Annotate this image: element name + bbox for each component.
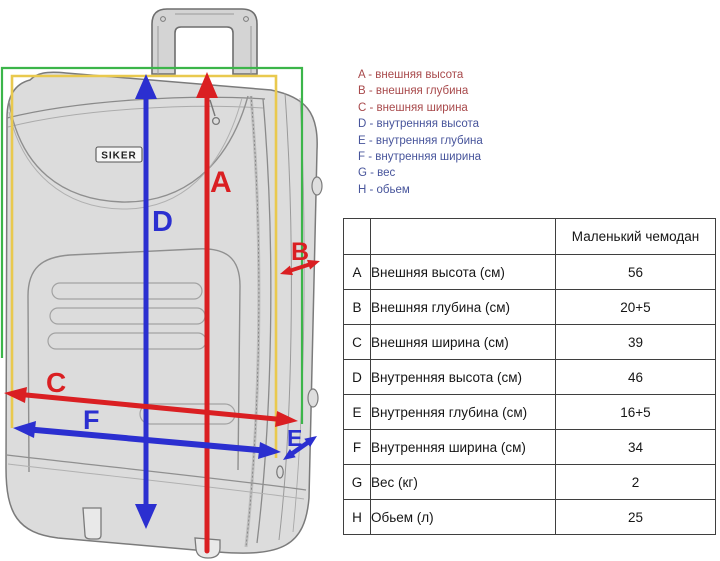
- legend-item-H: H - обьем: [358, 183, 410, 196]
- brand-label: [96, 147, 142, 162]
- label-C: C: [46, 367, 67, 398]
- row-key: B: [344, 290, 371, 325]
- row-label: Внешняя высота (см): [371, 255, 556, 290]
- table-row: [344, 325, 716, 360]
- row-key: H: [344, 500, 371, 535]
- legend-item-D: D - внутренняя высота: [358, 118, 480, 131]
- row-value: 20+5: [556, 290, 716, 325]
- row-value: 2: [556, 465, 716, 500]
- row-key: E: [344, 395, 371, 430]
- header-label-cell: [371, 219, 556, 255]
- label-B: B: [291, 238, 310, 266]
- header-key-cell: [344, 219, 371, 255]
- table-row: [344, 290, 716, 325]
- label-D: D: [152, 206, 173, 238]
- row-key: F: [344, 430, 371, 465]
- row-value: 16+5: [556, 395, 716, 430]
- row-label: Внешняя глубина (см): [371, 290, 556, 325]
- brand-text: SIKER: [101, 150, 137, 162]
- row-value: 46: [556, 360, 716, 395]
- row-value: 56: [556, 255, 716, 290]
- row-label: Вес (кг): [371, 465, 556, 500]
- table-row: [344, 360, 716, 395]
- suitcase-illustration: [0, 0, 340, 561]
- trolley-handle-icon: [152, 9, 257, 74]
- table-row: [344, 255, 716, 290]
- row-label: Обьем (л): [371, 500, 556, 535]
- suitcase-body: [6, 72, 322, 558]
- row-key: C: [344, 325, 371, 360]
- label-F: F: [83, 405, 100, 435]
- row-key: D: [344, 360, 371, 395]
- row-key: G: [344, 465, 371, 500]
- row-value: 34: [556, 430, 716, 465]
- suitcase-foot-icon: [83, 508, 101, 539]
- row-label: Внутренняя глубина (см): [371, 395, 556, 430]
- label-A: A: [210, 166, 232, 199]
- legend-item-C: C - внешняя ширина: [358, 101, 468, 114]
- table-row: [344, 465, 716, 500]
- header-product-cell: Маленький чемодан: [556, 219, 716, 255]
- row-value: 25: [556, 500, 716, 535]
- table-row: [344, 395, 716, 430]
- row-label: Внешняя ширина (см): [371, 325, 556, 360]
- dimensions-table: [343, 218, 716, 535]
- row-value: 39: [556, 325, 716, 360]
- row-label: Внутренняя высота (см): [371, 360, 556, 395]
- row-label: Внутренняя ширина (см): [371, 430, 556, 465]
- table-row: [344, 430, 716, 465]
- table-header-row: [344, 219, 716, 255]
- dimension-legend: [358, 67, 483, 198]
- row-key: A: [344, 255, 371, 290]
- table-row: [344, 500, 716, 535]
- legend-item-G: G - вес: [358, 167, 396, 180]
- legend-item-F: F - внутренняя ширина: [358, 151, 482, 164]
- legend-item-E: E - внутренняя глубина: [358, 134, 483, 147]
- legend-item-B: B - внешняя глубина: [358, 85, 469, 98]
- label-E: E: [287, 425, 303, 451]
- legend-item-A: A - внешняя высота: [358, 69, 464, 81]
